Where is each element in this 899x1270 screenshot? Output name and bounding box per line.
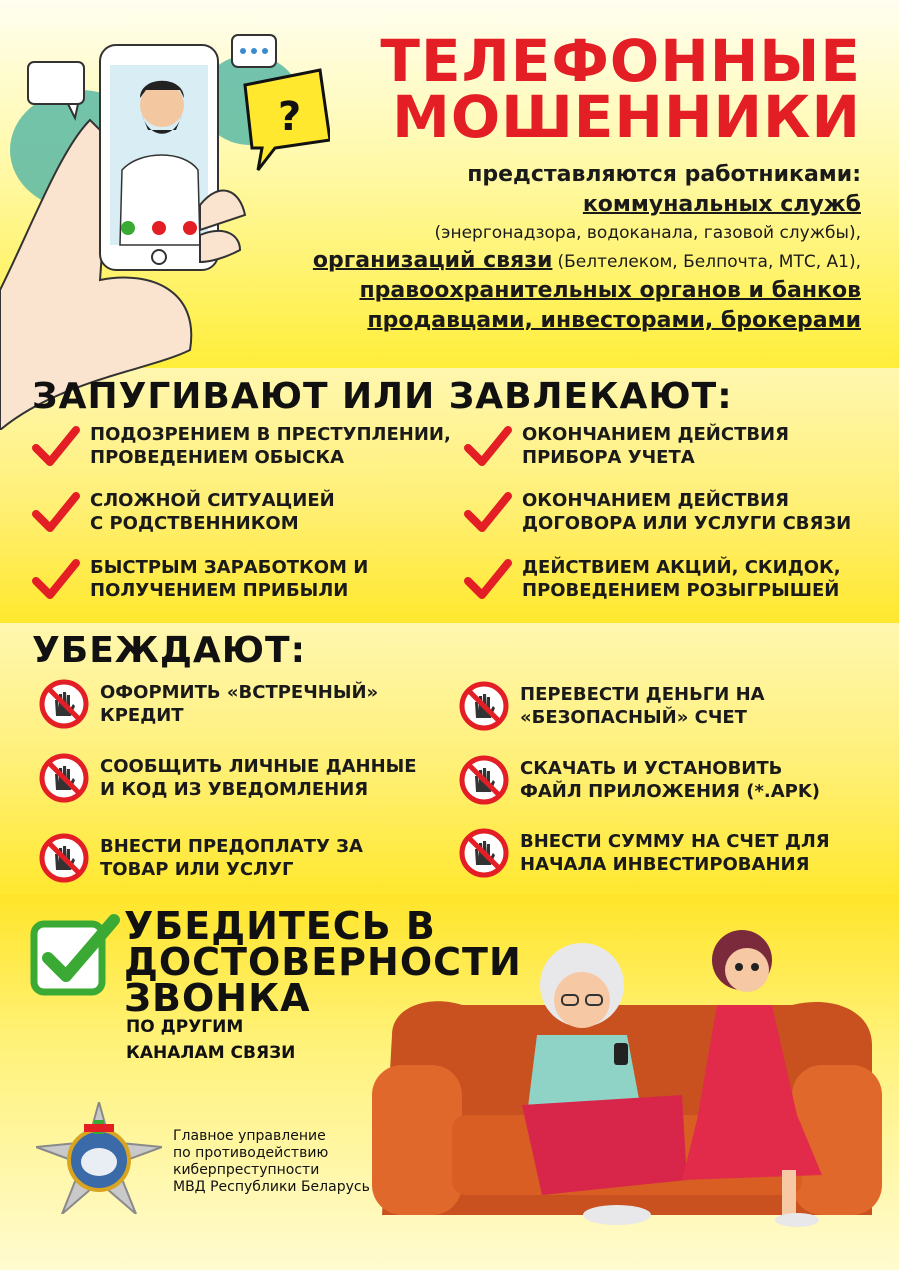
convince-item bbox=[38, 752, 417, 804]
intro-law: правоохранительных органов и банков bbox=[359, 278, 861, 303]
scare-heading: ЗАПУГИВАЮТ ИЛИ ЗАВЛЕКАЮТ: bbox=[32, 376, 733, 417]
verify-line: УБЕДИТЕСЬ В bbox=[124, 904, 436, 948]
convince-heading: УБЕЖДАЮТ: bbox=[32, 630, 306, 671]
verify-sub-line: КАНАЛАМ СВЯЗИ bbox=[126, 1043, 296, 1063]
scare-item-line: ОКОНЧАНИЕМ ДЕЙСТВИЯ bbox=[522, 490, 789, 511]
verify-line: ДОСТОВЕРНОСТИ bbox=[124, 940, 522, 984]
scare-item bbox=[30, 553, 368, 605]
title-line-1: ТЕЛЕФОННЫЕ bbox=[380, 27, 861, 95]
convince-item bbox=[458, 827, 830, 879]
convince-item bbox=[38, 832, 363, 884]
org-line: киберпреступности bbox=[173, 1162, 320, 1178]
verify-sub-line: ПО ДРУГИМ bbox=[126, 1017, 244, 1037]
scare-item bbox=[30, 420, 451, 472]
convince-item-line: ВНЕСТИ ПРЕДОПЛАТУ ЗА bbox=[100, 836, 363, 857]
scare-item bbox=[462, 486, 851, 538]
check-icon bbox=[30, 420, 82, 472]
convince-item bbox=[38, 678, 378, 730]
check-icon bbox=[462, 420, 514, 472]
convince-item-line: «БЕЗОПАСНЫЙ» СЧЕТ bbox=[520, 707, 747, 728]
convince-item bbox=[458, 754, 820, 806]
svg-text:?: ? bbox=[278, 94, 302, 140]
convince-item-line: КРЕДИТ bbox=[100, 705, 184, 726]
org-line: Главное управление bbox=[173, 1128, 326, 1144]
scare-item-line: ДОГОВОРА ИЛИ УСЛУГИ СВЯЗИ bbox=[522, 513, 852, 534]
green-checkbox-icon bbox=[30, 912, 120, 998]
intro-telecom-note: (Белтелеком, Белпочта, МТС, А1), bbox=[557, 252, 861, 272]
verify-line: ЗВОНКА bbox=[124, 976, 311, 1020]
scare-item-line: ДЕЙСТВИЕМ АКЦИЙ, СКИДОК, bbox=[522, 557, 841, 578]
scare-item-line: ПРОВЕДЕНИЕМ РОЗЫГРЫШЕЙ bbox=[522, 580, 840, 601]
intro-text bbox=[313, 160, 861, 336]
intro-utilities-note: (энергонадзора, водоканала, газовой службы), bbox=[434, 223, 861, 243]
scare-item-line: ПОЛУЧЕНИЕМ ПРИБЫЛИ bbox=[90, 580, 349, 601]
intro-utilities: коммунальных служб bbox=[582, 192, 861, 217]
convince-item-line: СООБЩИТЬ ЛИЧНЫЕ ДАННЫЕ bbox=[100, 756, 417, 777]
organization-name bbox=[173, 1128, 370, 1196]
check-icon bbox=[462, 553, 514, 605]
convince-item-line: ОФОРМИТЬ «ВСТРЕЧНЫЙ» bbox=[100, 682, 379, 703]
convince-item-line: СКАЧАТЬ И УСТАНОВИТЬ bbox=[520, 758, 783, 779]
scare-item-line: ПОДОЗРЕНИЕМ В ПРЕСТУПЛЕНИИ, bbox=[90, 424, 451, 445]
title-line-2: МОШЕННИКИ bbox=[392, 83, 861, 151]
convince-item-line: И КОД ИЗ УВЕДОМЛЕНИЯ bbox=[100, 779, 369, 800]
mvd-emblem-icon bbox=[36, 1102, 162, 1214]
hand-phone-illustration bbox=[0, 30, 330, 430]
scare-item-line: ОКОНЧАНИЕМ ДЕЙСТВИЯ bbox=[522, 424, 789, 445]
stop-hand-icon bbox=[38, 832, 90, 884]
intro-telecom: организаций связи bbox=[312, 248, 553, 273]
convince-item-line: ПЕРЕВЕСТИ ДЕНЬГИ НА bbox=[520, 684, 765, 705]
stop-hand-icon bbox=[38, 678, 90, 730]
stop-hand-icon bbox=[458, 680, 510, 732]
check-icon bbox=[462, 486, 514, 538]
check-icon bbox=[30, 486, 82, 538]
convince-item-line: ВНЕСТИ СУММУ НА СЧЕТ ДЛЯ bbox=[520, 831, 830, 852]
stop-hand-icon bbox=[458, 754, 510, 806]
convince-item-line: ТОВАР ИЛИ УСЛУГ bbox=[100, 859, 294, 880]
check-icon bbox=[30, 553, 82, 605]
scare-item bbox=[462, 420, 789, 472]
scare-item-line: СЛОЖНОЙ СИТУАЦИЕЙ bbox=[90, 490, 335, 511]
convince-item bbox=[458, 680, 765, 732]
convince-item-line: НАЧАЛА ИНВЕСТИРОВАНИЯ bbox=[520, 854, 810, 875]
grandmother-granddaughter-sofa-illustration bbox=[352, 915, 892, 1235]
scare-item-line: ПРОВЕДЕНИЕМ ОБЫСКА bbox=[90, 447, 345, 468]
scare-item bbox=[30, 486, 335, 538]
scare-item-line: ПРИБОРА УЧЕТА bbox=[522, 447, 695, 468]
verify-subtext bbox=[126, 1014, 295, 1066]
intro-sellers: продавцами, инвесторами, брокерами bbox=[367, 308, 861, 333]
org-line: МВД Республики Беларусь bbox=[173, 1179, 370, 1195]
org-line: по противодействию bbox=[173, 1145, 329, 1161]
scare-item bbox=[462, 553, 841, 605]
scare-item-line: С РОДСТВЕННИКОМ bbox=[90, 513, 299, 534]
convince-item-line: ФАЙЛ ПРИЛОЖЕНИЯ (*.APK) bbox=[520, 781, 820, 802]
scare-item-line: БЫСТРЫМ ЗАРАБОТКОМ И bbox=[90, 557, 369, 578]
intro-lead: представляются работниками: bbox=[467, 162, 861, 187]
stop-hand-icon bbox=[38, 752, 90, 804]
stop-hand-icon bbox=[458, 827, 510, 879]
